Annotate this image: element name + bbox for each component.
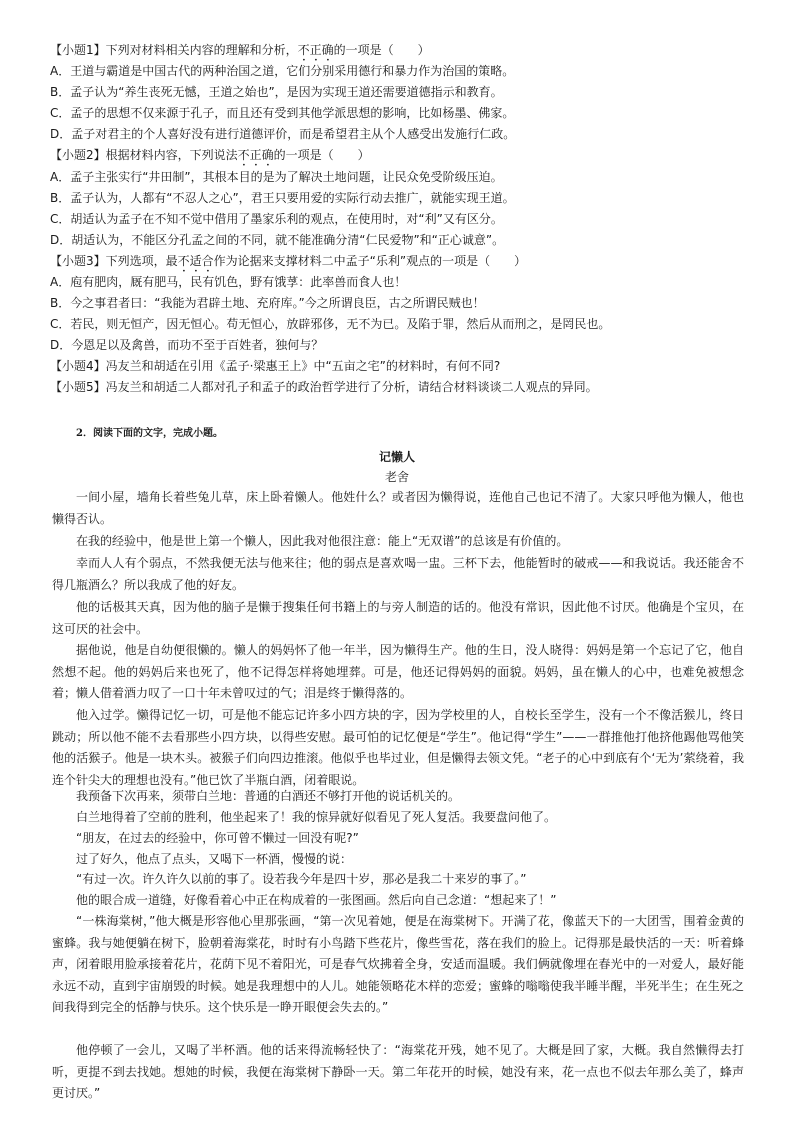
article-paragraph: 他入过学。懒得记忆一切，可是他不能忘记许多小四方块的字，因为学校里的人，自校长至学生，没有一个不像活猴儿，终日跳动；所以他不能不去看那些小四方块，以得些安慰。最可怕的记忆便是“学生”。他记得“学生”——一群推他打他挤他踢他骂他笑他的活猴子。他是一块木头。被猴子们向四边推滚。他似乎也毕过业，但是懒得去领文凭。“老子的心中到底有个‘无为’萦绕着，我连个针尖大的理想也没有。”他已饮了半瓶白酒，闭着眼说。 [52, 708, 744, 787]
question-2-stem-end: 的一项是（ ） [273, 148, 370, 162]
question-2-option-b: B．孟子认为，人都有“不忍人之心”，君王只要用爱的实际行动去推广，就能实现王道。 [50, 191, 515, 205]
question-1-stem-text: 【小题1】下列对材料相关内容的理解和分析， [50, 43, 298, 57]
question-2-stem [50, 147, 750, 169]
article-paragraph: 我预备下次再来，须带白兰地：普通的白酒还不够打开他的说话机关的。 [76, 789, 461, 803]
article-paragraph: 据他说，他是自幼便很懒的。懒人的妈妈怀了他一年半，因为懒得生产。他的生日，没人晓得：妈妈是第一个忘记了它，他自然想不起。他的妈妈后来也死了，他不记得怎样将她埋葬。可是，他还记得妈妈的面貌。妈妈，虽在懒人的心中，也难免被想念着；懒人借着酒力叹了一口十年未曾叹过的气；泪是终于懒得落的。 [52, 643, 744, 701]
question-1-option-a: A．王道与霸道是中国古代的两种治国之道，它们分别采用德行和暴力作为治国的策略。 [50, 64, 515, 78]
question-2-stem-text: 【小题2】根据材料内容，下列说法 [50, 148, 238, 162]
question-3-option-b: B．今之事君者曰：“我能为君辟土地、充府库。”今之所谓良臣，古之所谓民贼也！ [50, 296, 485, 310]
question-1-stem [50, 42, 750, 64]
article-paragraph: 一间小屋，墙角长着些兔儿草，床上卧着懒人。他姓什么？或者因为懒得说，连他自己也记不清了。大家只呼他为懒人，他也懒得否认。 [52, 490, 744, 526]
question-1-option-d: D．孟子对君主的个人喜好没有进行道德评价，而是希望君主从个人感受出发施行仁政。 [50, 127, 516, 141]
article-paragraph: “一株海棠树，”他大概是形容他心里那张画，“第一次见着她，便是在海棠树下。开满了花，像蓝天下的一大团雪，围着金黄的蜜蜂。我与她便躺在树下，脸朝着海棠花，时时有小鸟踏下些花片，像些雪花，落在我们的脸上。记得那是最快活的一天：听着蜂声，闭着眼用脸承接着花片，花荫下见不着阳光，可是春气炊拂着全身，安适而温暖。我们俩就像埋在春光中的一对爱人，最好能永远不动，直到宇宙崩毁的时候。她是我理想中的人儿。她能领略花木样的恋爱；蜜蜂的嗡嗡使我半睡半醒，半死半生；在生死之间我得到完全的恬静与快乐。这个快乐是一睁开眼便会失去的。” [52, 914, 744, 1015]
article-title: 记懒人 [378, 450, 415, 464]
article-paragraph: 白兰地得着了空前的胜利，他坐起来了！我的惊异就好似看见了死人复活。我要盘问他了。 [76, 810, 557, 824]
question-1-emphasis: 不正确 [297, 43, 334, 57]
question-1-option-c: C．孟子的思想不仅来源于孔子，而且还有受到其他学派思想的影响，比如杨墨、佛家。 [50, 106, 515, 120]
question-2-option-c: C．胡适认为孟子在不知不觉中借用了墨家乐利的观点，在使用时，对“利”又有区分。 [50, 212, 503, 226]
article-paragraph: 在我的经验中，他是世上第一个懒人，因此我对他很注意：能上“无双谱”的总该是有价值的。 [76, 534, 569, 548]
question-3-emphasis: 不适合 [177, 254, 214, 268]
question-2-option-a: A．孟子主张实行“井田制”，其根本目的是为了解决土地问题，让民众免受阶级压迫。 [50, 170, 503, 184]
article-paragraph: 过了好久，他点了点头，又喝下一杯酒，慢慢的说： [76, 852, 353, 866]
question-3-option-c: C．若民，则无恒产，因无恒心。苟无恒心，放辟邪侈，无不为已。及陷于罪，然后从而刑之，是罔民也。 [50, 317, 611, 331]
section-2-instruction: 2．阅读下面的文字，完成小题。 [76, 428, 223, 439]
question-2-option-d: D．胡适认为，不能区分孔孟之间的不同，就不能准确分清“仁民爱物”和“正心诚意”。 [50, 233, 505, 247]
question-3-option-a: A．庖有肥肉，厩有肥马，民有饥色，野有饿莩：此率兽而食人也！ [50, 275, 407, 289]
question-2-emphasis: 不正确 [237, 148, 274, 162]
question-3-stem-end: 作为论据来支撑材料二中孟子“乐利”观点的一项是（ ） [213, 254, 527, 268]
article-paragraph: 幸而人人有个弱点，不然我便无法与他来往；他的弱点是喜欢喝一盅。三杯下去，他能暂时的破戒——和我说话。我还能舍不得几瓶酒么？所以我成了他的好友。 [52, 556, 744, 592]
question-5: 【小题5】冯友兰和胡适二人都对孔子和孟子的政治哲学进行了分析，请结合材料谈谈二人观点的异同。 [50, 380, 598, 394]
article-paragraph: 他的眼合成一道缝，好像看着心中正在构成着的一张图画。然后向自己念道：“想起来了！” [76, 893, 557, 907]
question-4: 【小题4】冯友兰和胡适在引用《孟子·梁惠王上》中“五亩之宅”的材料时，有何不同? [50, 359, 501, 373]
article-paragraph: “有过一次。许久许久以前的事了。设若我今年是四十岁，那必是我二十来岁的事了。” [76, 872, 527, 886]
article-paragraph: “朋友，在过去的经验中，你可曾不懒过一回没有呢?” [76, 831, 359, 845]
question-3-option-d: D．今恩足以及禽兽，而功不至于百姓者，独何与？ [50, 338, 324, 352]
question-1-stem-end: 的一项是（ ） [333, 43, 430, 57]
question-3-stem [50, 253, 750, 275]
article-paragraph: 他停顿了一会儿，又喝了半杯酒。他的话来得流畅轻快了：“海棠花开残，她不见了。大概是回了家，大概。我自然懒得去打听，更提不到去找她。想她的时候，我便在海棠树下静卧一天。第二年花开的时候，她没有来，花一点也不似去年那么美了，蜂声更讨厌。” [52, 1043, 744, 1101]
article-author: 老舍 [384, 470, 409, 484]
article-paragraph: 他的话极其天真，因为他的脑子是懒于搜集任何书籍上的与旁人制造的话的。他没有常识，因此他不讨厌。他确是个宝贝，在这可厌的社会中。 [52, 600, 744, 636]
question-1-option-b: B．孟子认为“养生丧死无憾，王道之始也”，是因为实现王道还需要道德指示和教育。 [50, 85, 503, 99]
question-3-stem-text: 【小题3】下列选项，最 [50, 254, 178, 268]
